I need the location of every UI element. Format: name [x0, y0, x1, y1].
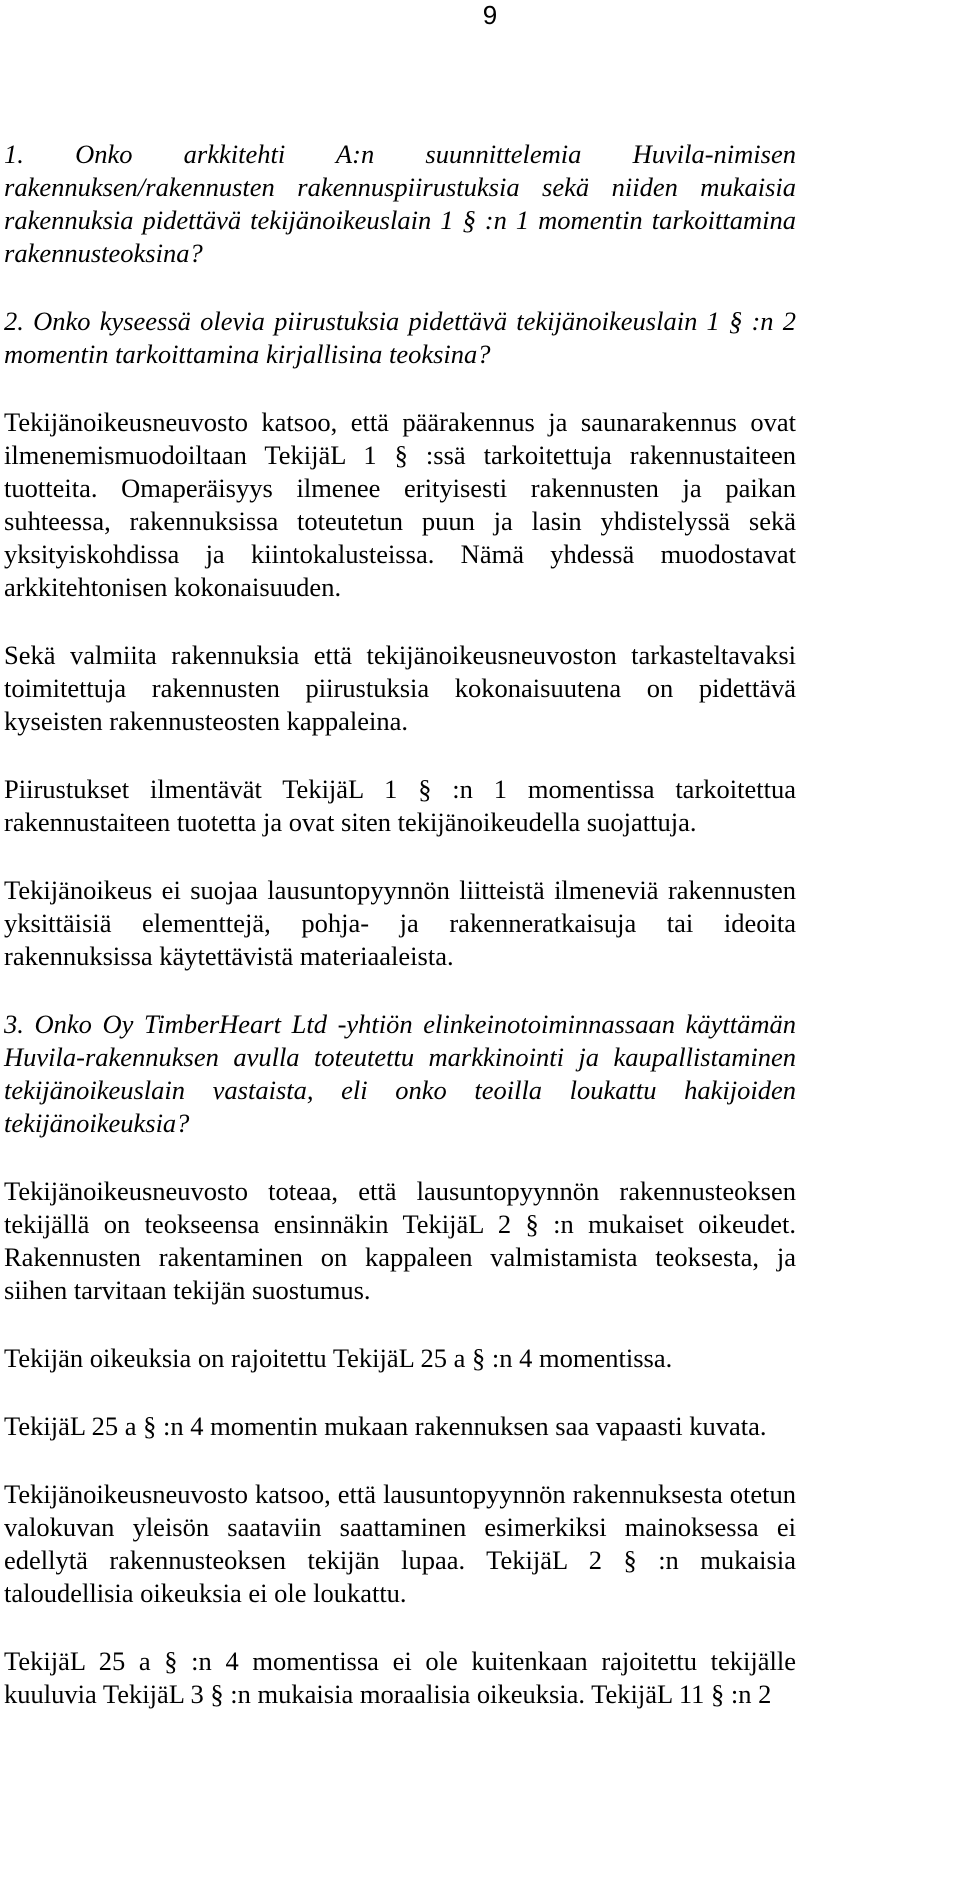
- answer-paragraph-3: Piirustukset ilmentävät TekijäL 1 § :n 1 momentissa tarkoitettua rakennustaiteen tuotetta ja ovat siten tekijänoikeudella suojattuja.: [4, 774, 796, 837]
- answer-paragraph-5: Tekijänoikeusneuvosto toteaa, että lausuntopyynnön rakennusteoksen tekijällä on teokseensa ensinnäkin TekijäL 2 § :n mukaiset oikeudet. Rakennusten rakentaminen on kappaleen valmistamista teoksesta, ja siihen tarvitaan tekijän suostumus.: [4, 1176, 796, 1305]
- question-1: 1. Onko arkkitehti A:n suunnittelemia Huvila-nimisen rakennuksen/rakennusten rakennuspiirustuksia sekä niiden mukaisia rakennuksia pidettävä tekijänoikeuslain 1 § :n 1 momentin tarkoittamina rakennusteoksina?: [4, 139, 796, 268]
- answer-paragraph-1: Tekijänoikeusneuvosto katsoo, että päärakennus ja saunarakennus ovat ilmenemismuodoiltaan TekijäL 1 § :ssä tarkoitettuja rakennustaiteen tuotteita. Omaperäisyys ilmenee erityisesti rakennusten ja paikan suhteessa, rakennuksissa toteutetun puun ja lasin yhdistelyssä sekä yksityiskohdissa ja kiintokalusteissa. Nämä yhdessä muodostavat arkkitehtonisen kokonaisuuden.: [4, 407, 796, 602]
- question-3: 3. Onko Oy TimberHeart Ltd -yhtiön elinkeinotoiminnassaan käyttämän Huvila-rakennuksen avulla toteutettu markkinointi ja kaupallistaminen tekijänoikeuslain vastaista, eli onko teoilla loukattu hakijoiden tekijänoikeuksia?: [4, 1009, 796, 1138]
- answer-paragraph-8: Tekijänoikeusneuvosto katsoo, että lausuntopyynnön rakennuksesta otetun valokuvan yleisön saataviin saattaminen esimerkiksi mainoksessa ei edellytä rakennusteoksen tekijän lupaa. TekijäL 2 § :n mukaisia taloudellisia oikeuksia ei ole loukattu.: [4, 1479, 796, 1608]
- document-body: [4, 138, 796, 1711]
- answer-paragraph-7: TekijäL 25 a § :n 4 momentin mukaan rakennuksen saa vapaasti kuvata.: [4, 1411, 767, 1441]
- answer-paragraph-2: Sekä valmiita rakennuksia että tekijänoikeusneuvoston tarkasteltavaksi toimitettuja rakennusten piirustuksia kokonaisuutena on pidettävä kyseisten rakennusteosten kappaleina.: [4, 640, 796, 736]
- page-number: 9: [482, 0, 498, 30]
- answer-paragraph-6: Tekijän oikeuksia on rajoitettu TekijäL 25 a § :n 4 momentissa.: [4, 1343, 673, 1373]
- question-2: 2. Onko kyseessä olevia piirustuksia pidettävä tekijänoikeuslain 1 § :n 2 momentin tarkoittamina kirjallisina teoksina?: [4, 306, 796, 369]
- answer-paragraph-4: Tekijänoikeus ei suojaa lausuntopyynnön liitteistä ilmeneviä rakennusten yksittäisiä elementtejä, pohja- ja rakenneratkaisuja tai ideoita rakennuksissa käytettävistä materiaaleista.: [4, 875, 796, 971]
- answer-paragraph-9: TekijäL 25 a § :n 4 momentissa ei ole kuitenkaan rajoitettu tekijälle kuuluvia TekijäL 3 § :n mukaisia moraalisia oikeuksia. TekijäL 11 § :n 2: [4, 1646, 796, 1709]
